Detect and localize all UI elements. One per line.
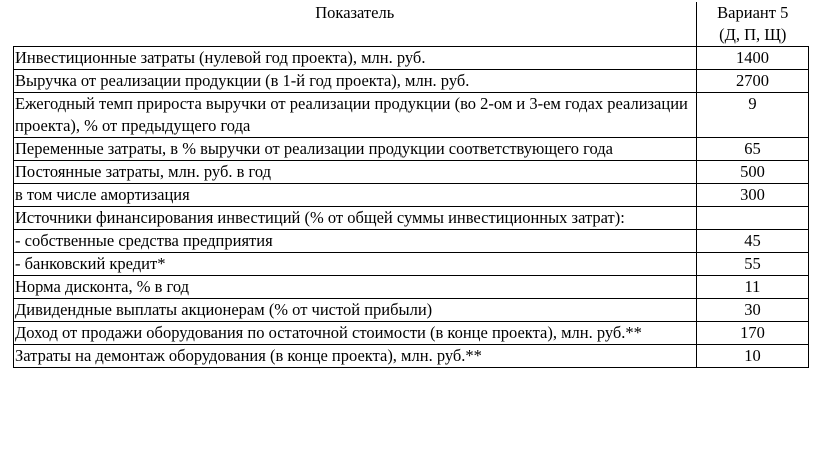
table-row xyxy=(14,138,809,161)
table-row xyxy=(14,230,809,253)
table-row xyxy=(14,47,809,70)
header-variant-title: Вариант 5 xyxy=(717,3,789,22)
row-label: Норма дисконта, % в год xyxy=(14,276,697,299)
table-row xyxy=(14,184,809,207)
row-label: Источники финансирования инвестиций (% от общей суммы инвестиционных затрат): xyxy=(14,207,697,230)
row-label: Инвестиционные затраты (нулевой год проекта), млн. руб. xyxy=(14,47,697,70)
row-label: - собственные средства предприятия xyxy=(14,230,697,253)
row-label: Переменные затраты, в % выручки от реализации продукции соответствующего года xyxy=(14,138,697,161)
header-indicator xyxy=(14,2,697,47)
table-row xyxy=(14,299,809,322)
row-value: 9 xyxy=(697,93,809,138)
table-row xyxy=(14,276,809,299)
header-variant xyxy=(697,2,809,47)
row-value: 55 xyxy=(697,253,809,276)
row-label: Ежегодный темп прироста выручки от реализации продукции (во 2-ом и 3-ем годах реализации проекта), % от предыдущего года xyxy=(14,93,697,138)
row-label: Доход от продажи оборудования по остаточной стоимости (в конце проекта), млн. руб.** xyxy=(14,322,697,345)
row-label: Затраты на демонтаж оборудования (в конце проекта), млн. руб.** xyxy=(14,345,697,368)
table-row xyxy=(14,93,809,138)
table-header-row xyxy=(14,2,809,47)
row-value: 500 xyxy=(697,161,809,184)
table-row xyxy=(14,207,809,230)
row-label: Дивидендные выплаты акционерам (% от чистой прибыли) xyxy=(14,299,697,322)
table-row xyxy=(14,345,809,368)
row-value: 170 xyxy=(697,322,809,345)
row-label: - банковский кредит* xyxy=(14,253,697,276)
row-value: 45 xyxy=(697,230,809,253)
row-value: 10 xyxy=(697,345,809,368)
table-row xyxy=(14,322,809,345)
row-value xyxy=(697,207,809,230)
table-row xyxy=(14,253,809,276)
row-value: 11 xyxy=(697,276,809,299)
row-label: Постоянные затраты, млн. руб. в год xyxy=(14,161,697,184)
header-variant-letters: (Д, П, Щ) xyxy=(719,25,787,44)
row-label: в том числе амортизация xyxy=(14,184,697,207)
row-value: 300 xyxy=(697,184,809,207)
row-label: Выручка от реализации продукции (в 1-й год проекта), млн. руб. xyxy=(14,70,697,93)
project-parameters-table xyxy=(13,2,809,368)
row-value: 30 xyxy=(697,299,809,322)
row-value: 1400 xyxy=(697,47,809,70)
header-indicator-label: Показатель xyxy=(315,3,395,22)
row-value: 2700 xyxy=(697,70,809,93)
row-value: 65 xyxy=(697,138,809,161)
table-row xyxy=(14,161,809,184)
table-row xyxy=(14,70,809,93)
